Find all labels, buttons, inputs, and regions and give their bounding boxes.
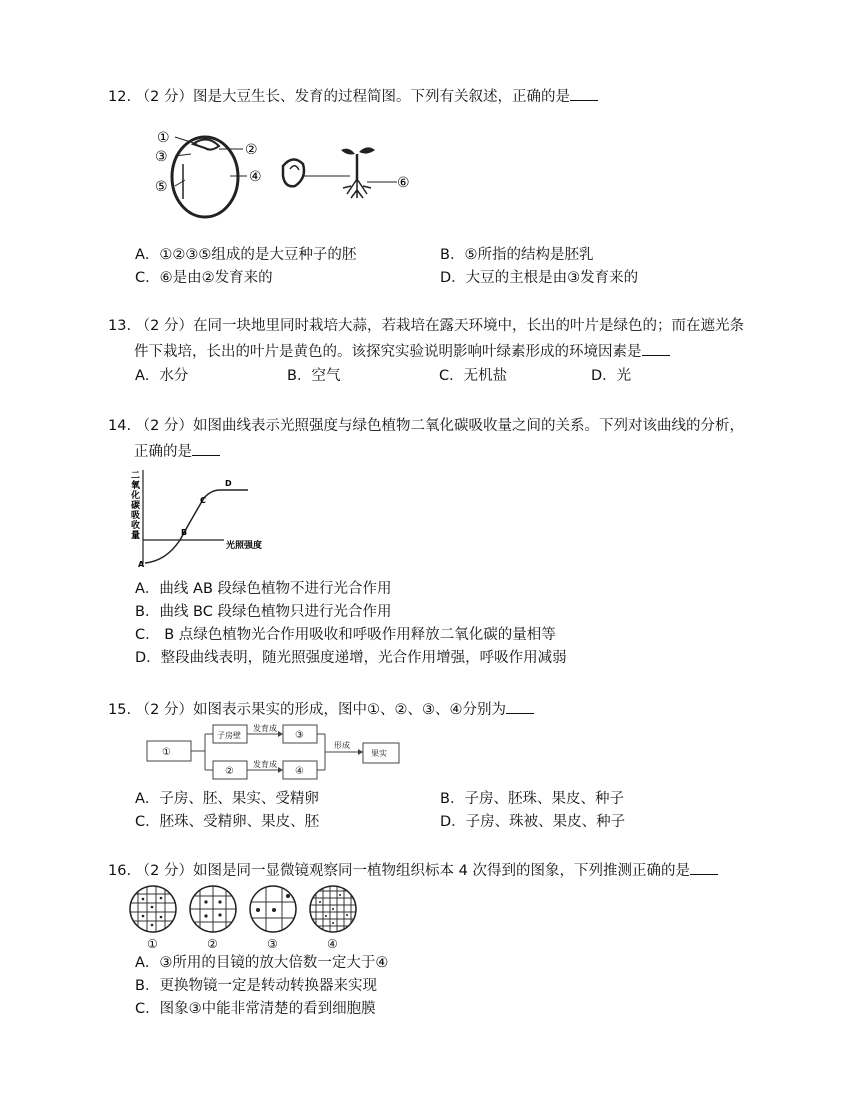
point-d: D <box>225 479 232 488</box>
fig-label-6: ⑥ <box>397 175 410 191</box>
question-stem-line1: （2 分）如图曲线表示光照强度与绿色植物二氧化碳吸收量之间的关系。下列对该曲线的分析， <box>135 418 745 434</box>
question-stem-line2: 正确的是 <box>134 444 192 460</box>
question-number: 13. <box>108 318 132 334</box>
point-a: A <box>138 560 145 568</box>
result-text: 果实 <box>371 749 387 758</box>
point-c: C <box>200 496 206 505</box>
microscope-views-figure <box>128 884 363 952</box>
option-b[interactable]: B．子房、胚珠、果皮、种子 <box>440 791 624 807</box>
seedling-roots <box>343 179 371 198</box>
option-b[interactable]: B．空气 <box>287 368 341 384</box>
question-number: 12. <box>108 89 132 105</box>
y-label-char: 氧 <box>131 481 141 491</box>
question-number: 16. <box>108 863 132 879</box>
option-d[interactable]: D．大豆的主根是由③发育来的 <box>440 270 639 286</box>
question-stem: （2 分）如图是同一显微镜观察同一植物组织标本 4 次得到的图象，下列推测正确的是 <box>135 863 690 879</box>
option-a[interactable]: A．水分 <box>135 368 189 384</box>
arrow-label-top: 发育成 <box>253 724 277 733</box>
options-13 <box>135 365 631 388</box>
y-label-char: 量 <box>131 531 141 541</box>
form-label: 形成 <box>334 741 350 750</box>
options-12 <box>135 244 638 290</box>
fruit-formation-flowchart <box>145 723 405 781</box>
answer-blank <box>192 441 220 456</box>
arrow-label-bottom: 发育成 <box>253 760 277 769</box>
fig-label-1: ① <box>157 130 170 146</box>
question-stem-line1: （2 分）在同一块地里同时栽培大蒜，若栽培在露天环境中，长出的叶片是绿色的；而在遮光条 <box>135 318 745 334</box>
question-13 <box>108 313 788 365</box>
seedling-leaf-right <box>359 147 375 153</box>
y-label-char: 碳 <box>131 501 141 511</box>
question-number: 14. <box>108 418 132 434</box>
y-label-char: 收 <box>131 521 141 531</box>
question-15 <box>108 697 788 723</box>
question-stem-line2: 件下栽培，长出的叶片是黄色的。该探究实验说明影响叶绿素形成的环境因素是 <box>134 344 642 360</box>
y-label-char: 吸 <box>131 511 141 521</box>
option-c[interactable]: C．图象③中能非常清楚的看到细胞膜 <box>135 1001 376 1017</box>
answer-blank <box>570 86 598 101</box>
question-14 <box>108 413 788 465</box>
soybean-growth-figure <box>135 124 420 219</box>
option-b[interactable]: B．曲线 BC 段绿色植物只进行光合作用 <box>135 604 392 620</box>
x-axis-label: 光照强度 <box>226 541 263 551</box>
options-15 <box>135 788 625 834</box>
fig-label-4: ④ <box>249 169 262 185</box>
answer-blank <box>642 341 670 356</box>
question-stem: （2 分）如图表示果实的形成，图中①、②、③、④分别为 <box>135 702 507 718</box>
view-label-1: ① <box>147 937 158 951</box>
options-14 <box>135 578 567 670</box>
box-3-text: ③ <box>295 730 304 741</box>
option-d[interactable]: D．光 <box>591 368 632 384</box>
co2-curve <box>145 490 248 563</box>
seedling-leaf-left <box>341 149 355 155</box>
view-label-3: ③ <box>267 937 278 951</box>
box-2-text: ② <box>225 766 234 777</box>
answer-blank <box>690 860 718 875</box>
fig-label-3: ③ <box>155 149 168 165</box>
seed-embryo <box>193 139 219 149</box>
option-c[interactable]: C． B 点绿色植物光合作用吸收和呼吸作用释放二氧化碳的量相等 <box>135 627 556 643</box>
options-16 <box>135 952 388 1021</box>
box-ovary-wall-text: 子房壁 <box>217 731 241 740</box>
y-label-char: 二 <box>131 471 141 481</box>
box-4-text: ④ <box>295 766 304 777</box>
option-a[interactable]: A．曲线 AB 段绿色植物不进行光合作用 <box>135 581 392 597</box>
option-d[interactable]: D．子房、珠被、果皮、种子 <box>440 814 626 830</box>
germinating-seed <box>283 159 304 186</box>
question-stem: （2 分）图是大豆生长、发育的过程简图。下列有关叙述，正确的是 <box>135 89 571 105</box>
view-label-2: ② <box>207 937 218 951</box>
point-b: B <box>181 528 188 537</box>
option-b[interactable]: B．更换物镜一定是转动转换器来实现 <box>135 978 377 994</box>
co2-light-curve-figure <box>128 468 278 568</box>
option-a[interactable]: A．③所用的目镜的放大倍数一定大于④ <box>135 955 389 971</box>
answer-blank <box>506 699 534 714</box>
option-c[interactable]: C．无机盐 <box>439 368 508 384</box>
question-16 <box>108 858 788 884</box>
view-label-4: ④ <box>327 937 338 951</box>
option-d[interactable]: D．整段曲线表明，随光照强度递增，光合作用增强，呼吸作用减弱 <box>135 650 567 666</box>
option-c[interactable]: C．胚珠、受精卵、果皮、胚 <box>135 814 320 830</box>
option-c[interactable]: C．⑥是由②发育来的 <box>135 270 273 286</box>
option-b[interactable]: B．⑤所指的结构是胚乳 <box>440 247 594 263</box>
y-label-char: 化 <box>131 491 141 501</box>
option-a[interactable]: A．子房、胚、果实、受精卵 <box>135 791 319 807</box>
question-number: 15. <box>108 702 132 718</box>
fig-label-5: ⑤ <box>155 179 168 195</box>
fig-label-2: ② <box>245 142 258 158</box>
box-1-text: ① <box>162 747 171 758</box>
question-12 <box>108 84 788 110</box>
option-a[interactable]: A．①②③⑤组成的是大豆种子的胚 <box>135 247 357 263</box>
